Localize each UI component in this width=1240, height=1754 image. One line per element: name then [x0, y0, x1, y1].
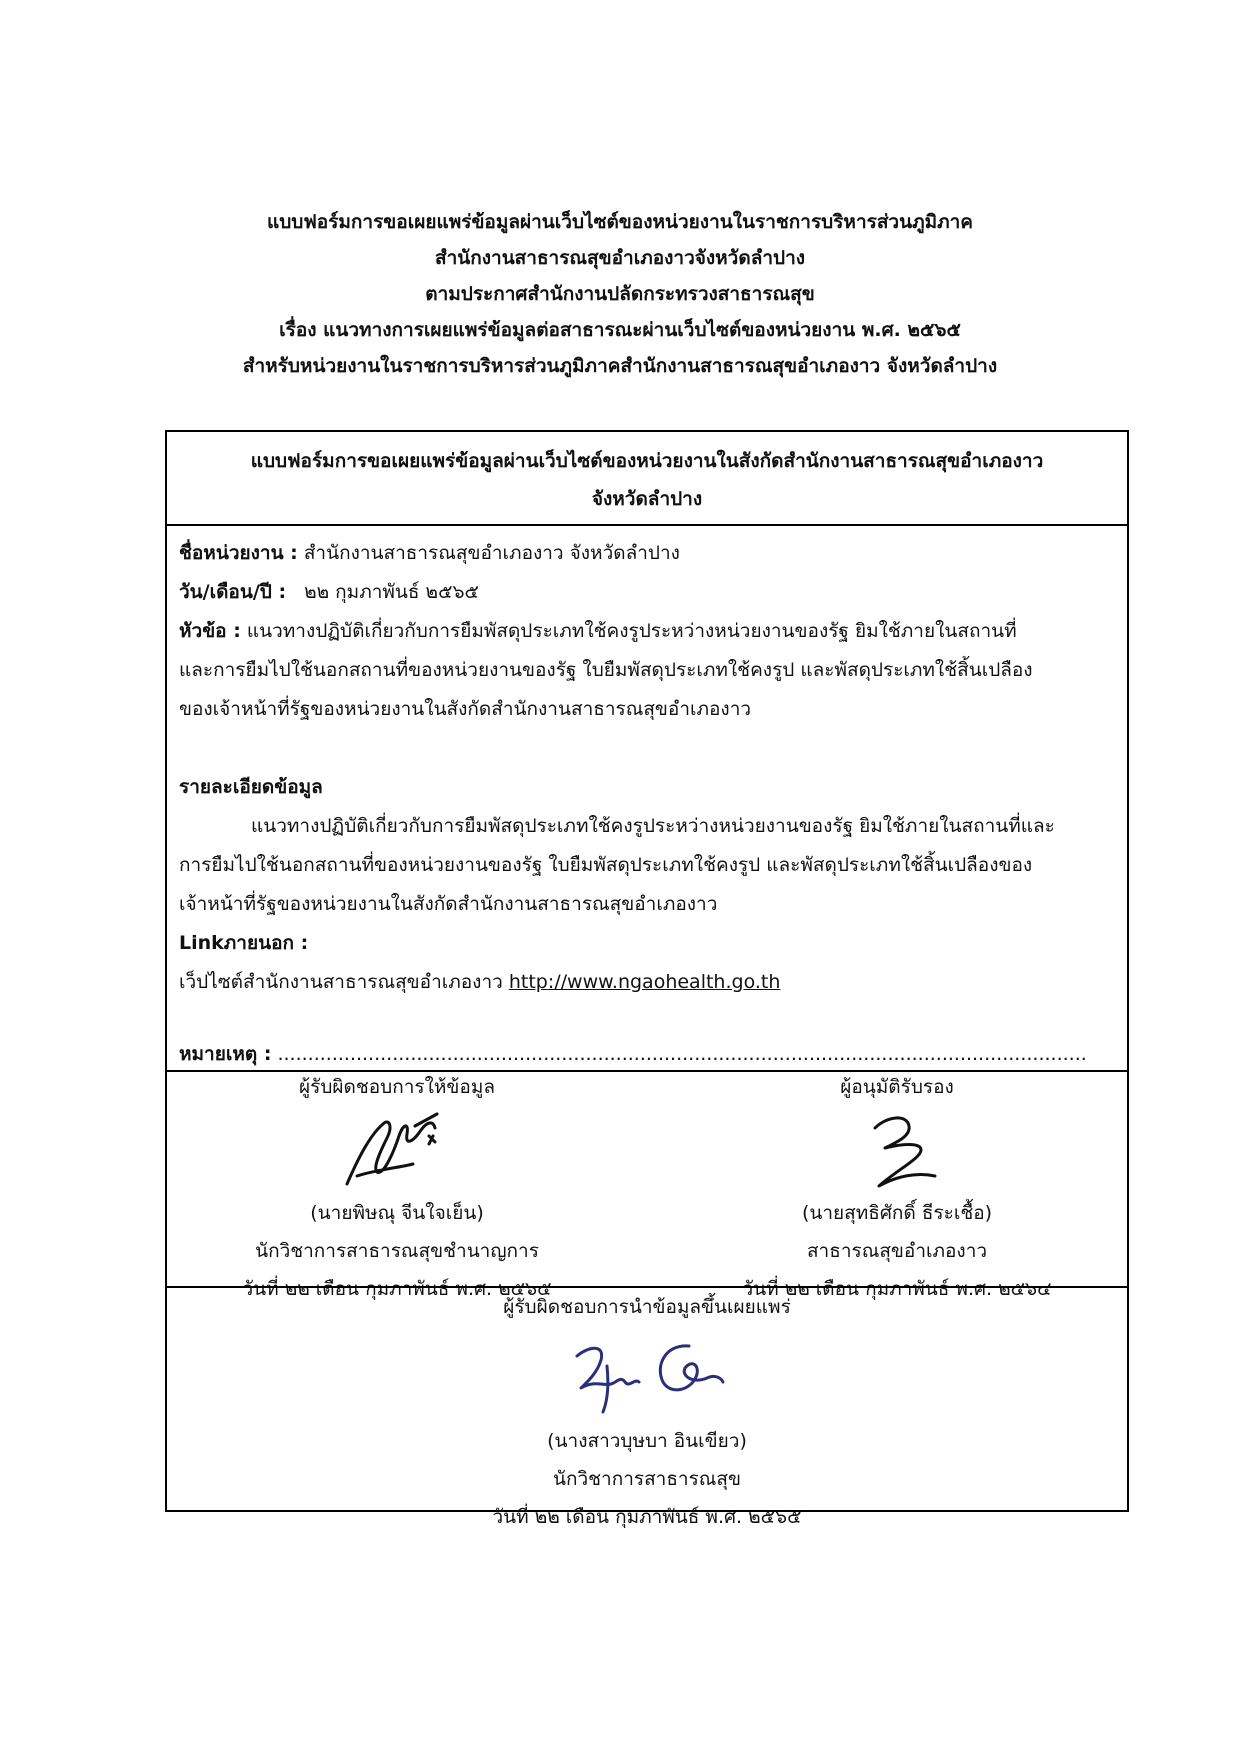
provider-date: วันที่ ๒๒ เดือน กุมภาพันธ์ พ.ศ. ๒๕๖๕ — [242, 1278, 552, 1300]
approver-role: ผู้อนุมัติรับรอง — [840, 1076, 954, 1098]
approver-position: สาธารณสุขอำเภองาว — [806, 1240, 988, 1262]
agency-value: สำนักงานสาธารณสุขอำเภองาว จังหวัดลำปาง — [303, 542, 680, 564]
external-link-label: Linkภายนอก : — [179, 932, 309, 954]
form-title-line-1: แบบฟอร์มการขอเผยแพร่ข้อมูลผ่านเว็บไซต์ของหน่วยงานในสังกัดสำนักงานสาธารณสุขอำเภองาว — [250, 450, 1044, 472]
header-line-3: ตามประกาศสำนักงานปลัดกระทรวงสาธารณสุข — [425, 283, 815, 305]
approver-date: วันที่ ๒๒ เดือน กุมภาพันธ์ พ.ศ. ๒๕๖๔ — [742, 1278, 1052, 1300]
details-line-1: แนวทางปฏิบัติเกี่ยวกับการยืมพัสดุประเภทใช้คงรูประหว่างหน่วยงานของรัฐ ยิมใช้ภายในสถานที่และ — [251, 815, 1055, 837]
publisher-signature-icon — [537, 1326, 757, 1422]
provider-signature-block — [167, 1068, 627, 1308]
topic-label: หัวข้อ : — [179, 620, 241, 642]
header-line-1: แบบฟอร์มการขอเผยแพร่ข้อมูลผ่านเว็บไซต์ของหน่วยงานในราชการบริหารส่วนภูมิภาค — [266, 211, 974, 233]
publisher-date: วันที่ ๒๒ เดือน กุมภาพันธ์ พ.ศ. ๒๕๖๕ — [492, 1506, 802, 1528]
form-title-line-2: จังหวัดลำปาง — [591, 488, 703, 510]
agency-row — [179, 534, 1119, 573]
agency-label: ชื่อหน่วยงาน : — [179, 542, 298, 564]
publisher-role: ผู้รับผิดชอบการนำข้อมูลขึ้นเผยแพร่ — [503, 1296, 791, 1318]
details-line-2: การยืมไปใช้นอกสถานที่ของหน่วยงานของรัฐ ใบยืมพัสดุประเภทใช้คงรูป และพัสดุประเภทใช้สิ้นเปลืองของ — [179, 854, 1033, 876]
publication-form — [165, 430, 1129, 1528]
approver-signature-block — [667, 1068, 1127, 1308]
note-label: หมายเหตุ : — [179, 1043, 272, 1065]
header-line-2: สำนักงานสาธารณสุขอำเภองาวจังหวัดลำปาง — [434, 247, 806, 269]
approver-signature-icon — [817, 1106, 977, 1194]
form-title — [167, 442, 1127, 518]
note-row — [179, 1036, 1087, 1072]
publisher-position: นักวิชาการสาธารณสุข — [552, 1468, 742, 1490]
publisher-signature-block — [167, 1288, 1127, 1536]
provider-role: ผู้รับผิดชอบการให้ข้อมูล — [299, 1076, 495, 1098]
topic-line-1: แนวทางปฏิบัติเกี่ยวกับการยืมพัสดุประเภทใช้คงรูประหว่างหน่วยงานของรัฐ ยิมใช้ภายในสถานที่ — [246, 620, 1017, 642]
divider-title — [167, 524, 1127, 526]
approver-name: (นายสุทธิศักดิ์ ธีระเชื้อ) — [801, 1202, 993, 1224]
date-row — [179, 573, 1119, 612]
date-label: วัน/เดือน/ปี : — [179, 581, 287, 603]
provider-name: (นายพิษณุ จีนใจเย็น) — [310, 1202, 484, 1224]
document-header — [0, 204, 1240, 384]
form-content — [179, 534, 1119, 1002]
provider-signature-icon — [317, 1106, 477, 1194]
topic-line-2: และการยืมไปใช้นอกสถานที่ของหน่วยงานของรัฐ ใบยืมพัสดุประเภทใช้คงรูป และพัสดุประเภทใช้สิ้นเปลือง — [179, 659, 1033, 681]
website-label: เว็ปไซต์สำนักงานสาธารณสุขอำเภองาว — [179, 971, 503, 993]
topic-line-3: ของเจ้าหน้าที่รัฐของหน่วยงานในสังกัดสำนักงานสาธารณสุขอำเภองาว — [179, 698, 752, 720]
details-label: รายละเอียดข้อมูล — [179, 776, 323, 798]
header-line-4: เรื่อง แนวทางการเผยแพร่ข้อมูลต่อสาธารณะผ่านเว็บไซต์ของหน่วยงาน พ.ศ. ๒๕๖๕ — [279, 319, 961, 341]
website-row — [179, 963, 1119, 1002]
provider-position: นักวิชาการสาธารณสุขชำนาญการ — [255, 1240, 539, 1262]
website-link[interactable]: http://www.ngaohealth.go.th — [508, 971, 781, 993]
publisher-name: (นางสาวบุษบา อินเขียว) — [547, 1430, 747, 1452]
spacer — [179, 729, 1119, 768]
note-dots: ...................................................................................................................................... — [277, 1043, 1087, 1065]
topic-row — [179, 612, 1119, 651]
header-line-5: สำหรับหน่วยงานในราชการบริหารส่วนภูมิภาคสำนักงานสาธารณสุขอำเภองาว จังหวัดลำปาง — [242, 355, 998, 377]
date-value: ๒๒ กุมภาพันธ์ ๒๕๖๕ — [304, 581, 479, 603]
details-line-3: เจ้าหน้าที่รัฐของหน่วยงานในสังกัดสำนักงานสาธารณสุขอำเภองาว — [179, 893, 718, 915]
